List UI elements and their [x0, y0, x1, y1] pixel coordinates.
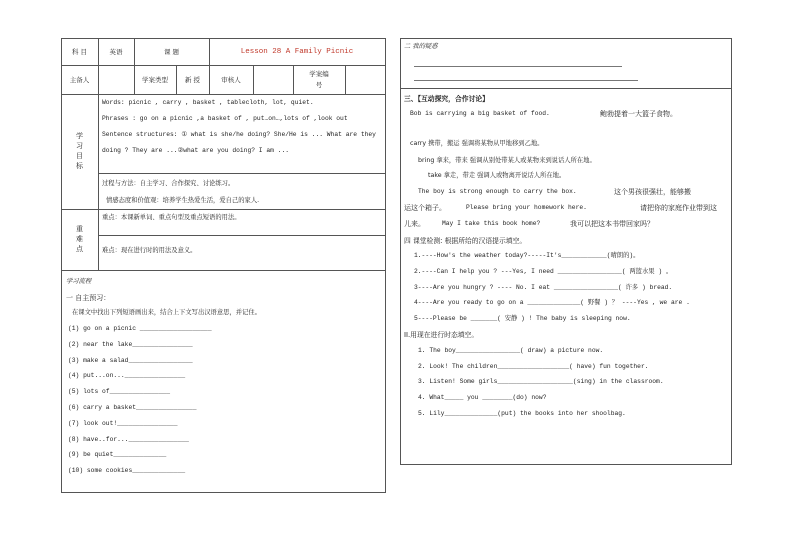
example-box-2: 运这个箱子。: [404, 204, 446, 212]
key-points-label-cell: [61, 209, 98, 270]
practice-p5: 5. Lily______________(put) the books into her shoolbag.: [418, 410, 626, 417]
quiz-q1: 1.----How's the weather today?-----It's____________(晴朗的)。: [414, 252, 640, 259]
quiz-q2: 2.----Can I help you ? ---Yes, I need _________________( 两篮水果 ) 。: [414, 268, 673, 275]
phrase-item: (6) carry a basket________________: [68, 404, 197, 411]
usage-take: take 拿走，带走 强调人或物离开说话人所在地。: [428, 172, 566, 179]
example-box-3: 儿来。: [404, 220, 425, 228]
goals-process: 过程与方法：自主学习、合作探究、讨论练习。: [102, 180, 235, 187]
preparer-label: 主备人: [69, 76, 90, 84]
process-section1: 一 自主预习：: [66, 294, 111, 302]
subject-label: 科 目: [71, 48, 88, 56]
phrase-item: (7) look out!________________: [68, 419, 178, 427]
section4-title: 四 课堂检测: 根据所给的汉语提示填空。: [404, 237, 527, 245]
goals-structures-2: doing ? They are ...②what are you doing? I am ...: [102, 147, 290, 154]
example-bring-cn: 请把你的家庭作业带到这: [640, 204, 717, 212]
example-bring-en: Please bring your homework here.: [466, 204, 587, 211]
process-title: 学习流程: [66, 278, 92, 285]
phrase-item: (3) make a salad_________________: [68, 356, 193, 364]
topic-value: Lesson 28 A Family Picnic: [240, 47, 354, 56]
phrase-item: (9) be quiet______________: [68, 451, 167, 459]
goals-phrases: Phrases : go on a picnic ,a basket of , put…on…,lots of ,look out: [102, 115, 348, 122]
section3-title: 三、【互动探究，合作讨论】: [404, 95, 489, 103]
phrase-item: (5) lots of________________: [68, 388, 171, 396]
plan-number-label-1: 学案编: [309, 69, 329, 78]
goals-emotion: 情感态度和价值观：培养学生热爱生活，爱自己的家人.: [106, 197, 260, 204]
goals-label: 学习目标: [75, 131, 84, 172]
quiz-q5: 5----Please be _______( 安静 ) ! The baby is sleeping now.: [414, 315, 631, 322]
topic-label: 课 题: [163, 48, 180, 56]
example-take-en: May I take this book home?: [442, 220, 541, 227]
sectionII-title: II.用现在进行时态填空。: [404, 331, 479, 339]
phrase-item: (4) put...on...________________: [68, 372, 186, 380]
subject-value: 英语: [109, 48, 123, 56]
difficult-point: 难点：现在进行时的用法及意义。: [102, 247, 197, 254]
goals-label-cell: [61, 94, 98, 209]
phrase-item: (8) have..for...________________: [68, 435, 189, 443]
phrase-item: (1) go on a picnic ___________________: [68, 325, 212, 332]
plan-type-value: 新 授: [184, 76, 201, 84]
example-bob-cn: 鲍勃提着一大篮子食物。: [600, 110, 677, 118]
phrase-item: (10) some cookies______________: [68, 467, 186, 475]
goals-words: Words: picnic , carry , basket , tablecloth, lot, quiet.: [102, 99, 314, 106]
practice-p3: 3. Listen! Some girls____________________(sing) in the classroom.: [418, 378, 664, 385]
quiz-q3: 3----Are you hungry ? ---- No. I eat _________________( 许多 ) bread.: [414, 284, 673, 291]
process-instruction: 在课文中找出下列短语画出来，结合上下文写出汉语意思，并记住。: [72, 309, 261, 316]
usage-carry: carry 携带，搬运 强调将某物从甲地移到乙地。: [410, 140, 544, 147]
plan-number-label-2: 号: [315, 80, 323, 89]
reviewer-label: 审核人: [221, 76, 241, 84]
practice-p1: 1. The boy_________________( draw) a picture now.: [418, 347, 604, 354]
example-take-cn: 我可以把这本书带回家吗？: [570, 220, 654, 228]
quiz-q4: 4----Are you ready to go on a ______________( 野餐 ) ？ ----Yes , we are .: [414, 299, 690, 306]
plan-type-label: 学案类型: [142, 76, 168, 84]
section2-title: 二 我的疑惑: [404, 43, 438, 50]
goals-structures-1: Sentence structures: ① what is she/he doing? She/He is ... What are they: [102, 131, 376, 138]
example-box-1-cn: 这个男孩很强壮，能够搬: [614, 188, 691, 196]
plan-number-label: [293, 65, 345, 94]
key-points-label: 重难点: [75, 224, 84, 255]
usage-bring: bring 拿来，带来 强调从别处带某人或某物来到说话人所在地。: [418, 157, 596, 164]
key-point: 重点：本课新单词、重点句型及重点短语的用法。: [102, 214, 241, 221]
phrase-item: (2) near the lake________________: [68, 340, 193, 348]
practice-p4: 4. What_____ you ________(do) now?: [418, 394, 547, 401]
example-box-1: The boy is strong enough to carry the box.: [418, 188, 577, 195]
practice-p2: 2. Look! The children___________________( have) fun together.: [418, 363, 649, 370]
example-bob: Bob is carrying a big basket of food.: [410, 110, 550, 117]
